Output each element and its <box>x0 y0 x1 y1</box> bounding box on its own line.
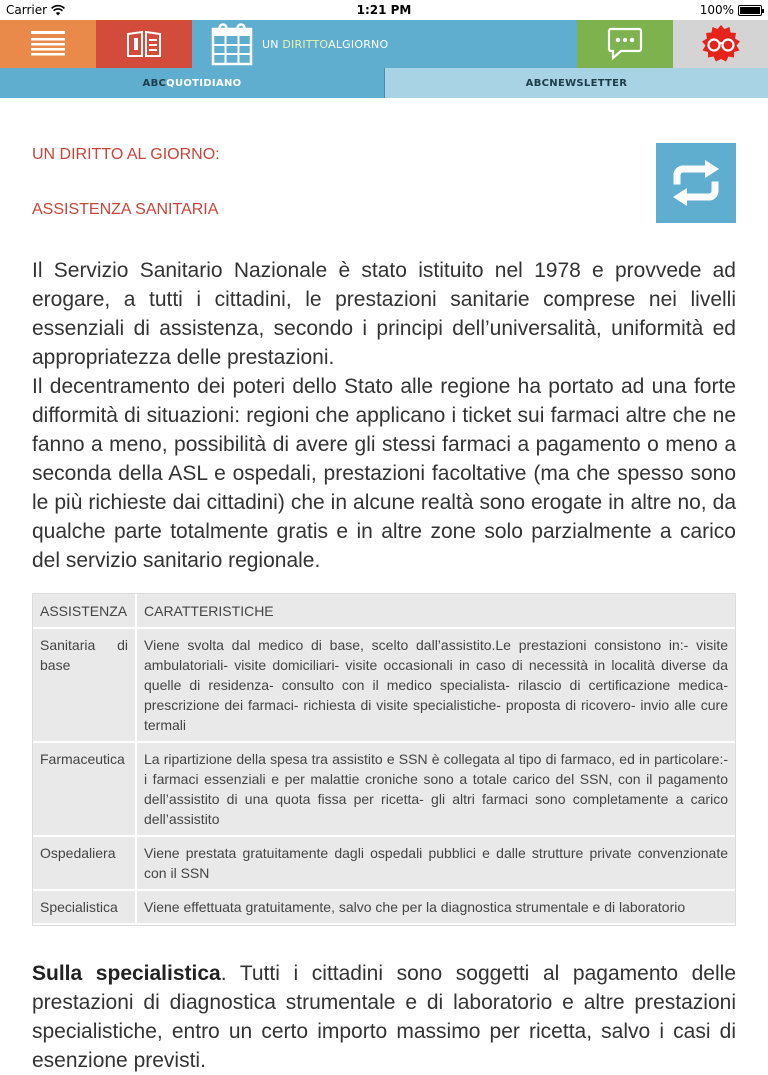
tab-abc-quotidiano[interactable] <box>0 68 385 98</box>
table-header-assistenza: ASSISTENZA <box>33 594 136 628</box>
article-footer-paragraph <box>32 959 736 1075</box>
battery-fill <box>740 7 760 14</box>
article-paragraph-2: Il decentramento dei poteri dello Stato alle regione ha portato ad una forte difformità di situazioni: regioni che applicano i ticket sui farmaci altre che ne fanno a meno, possibilità di avere gli stessi farmaci a pagamento o meno a seconda della ASL e ospedali, prestazioni facoltative (ma che spesso sono le più richieste dai cittadini) che in alcune realtà sono erogate in altre no, da qualche parte totalmente gratis e in altre zone solo parzialmente a carico del servizio sanitario regionale. <box>32 375 736 572</box>
article-body <box>32 256 736 575</box>
table-row <box>33 628 735 742</box>
battery-icon <box>738 5 762 16</box>
battery-percent: 100% <box>699 3 734 17</box>
tab-quotidiano-suffix: QUOTIDIANO <box>166 77 242 89</box>
status-right <box>700 3 762 17</box>
table-cell-type: Sanitaria di base <box>33 628 136 742</box>
table-header-row <box>33 594 735 628</box>
status-time: 1:21 PM <box>356 3 412 17</box>
book-icon <box>126 30 162 58</box>
tab-abc-newsletter[interactable]: ABCNEWSLETTER <box>385 68 768 98</box>
article-title: ASSISTENZA SANITARIA <box>32 201 219 218</box>
bold-lead: Sulla specialistica <box>32 962 221 985</box>
repeat-icon <box>667 159 725 207</box>
top-toolbar <box>0 20 768 68</box>
footer-text: . Tutti i cittadini sono soggetti al pagamento delle prestazioni di diagnostica strumentale e di laboratorio e altre prestazioni specialistiche, entro un certo importo massimo per ricetta, salvo i casi di esenzione previsti. <box>32 962 736 1072</box>
table-cell-description: Viene svolta dal medico di base, scelto dall’assistito.Le prestazioni consistono in:- visite ambulatoriali- visite domiciliari- visite occasionali in caso di necessità in località diverse da quelle di residenza- consulto con il medico specialista- rilascio di certificazione medica- prescrizione dei farmaci- richiesta di visite specialistiche- proposta di ricovero- invio alle cure termali <box>136 628 735 742</box>
glasses-button[interactable] <box>673 20 768 68</box>
active-tab-title <box>262 38 388 51</box>
book-button[interactable] <box>96 20 192 68</box>
article-paragraph-1: Il Servizio Sanitario Nazionale è stato istituito nel 1978 e provvede ad erogare, a tutti i cittadini, le prestazioni sanitarie comprese nei livelli essenziali di assistenza, secondo i principi dell’universalità, uniformità ed appropriatezza delle prestazioni. <box>32 259 736 369</box>
table-row <box>33 836 735 890</box>
status-bar <box>0 0 768 20</box>
table-cell-description: Viene prestata gratuitamente dagli ospedali pubblici e dalle strutture private convenzionate con il SSN <box>136 836 735 890</box>
table-cell-type: Ospedaliera <box>33 836 136 890</box>
un-diritto-al-giorno-tab[interactable] <box>192 20 577 68</box>
table-cell-type: Farmaceutica <box>33 742 136 836</box>
tab-quotidiano-prefix: ABC <box>142 77 167 89</box>
table-cell-type: Specialistica <box>33 890 136 924</box>
title-part-algiorno: ALGIORNO <box>328 37 389 51</box>
title-part-un: UN <box>262 37 283 51</box>
sub-tabs <box>0 68 768 98</box>
calendar-icon <box>212 23 252 65</box>
glasses-icon <box>701 24 741 64</box>
refresh-button[interactable] <box>656 143 736 223</box>
section-heading: UN DIRITTO AL GIORNO: <box>32 146 220 163</box>
table-cell-description: Viene effettuata gratuitamente, salvo che per la diagnostica strumentale e di laboratorio <box>136 890 735 924</box>
table-cell-description: La ripartizione della spesa tra assistito e SSN è collegata al tipo di farmaco, ed in particolare:- i farmaci essenziali e per malattie croniche sono a totale carico del SSN, con il pagamento dell’assistito di una quota fissa per ricetta- gli altri farmaci sono completamente a carico dell’assistito <box>136 742 735 836</box>
carrier-label: Carrier <box>6 3 48 17</box>
assistance-table <box>32 593 736 926</box>
chat-icon <box>607 27 643 61</box>
table-row <box>33 742 735 836</box>
menu-icon <box>31 31 65 57</box>
table-row <box>33 890 735 924</box>
table-header-caratteristiche: CARATTERISTICHE <box>136 594 735 628</box>
menu-button[interactable] <box>0 20 96 68</box>
title-part-diritto: DIRITTO <box>282 37 329 51</box>
chat-button[interactable] <box>577 20 673 68</box>
